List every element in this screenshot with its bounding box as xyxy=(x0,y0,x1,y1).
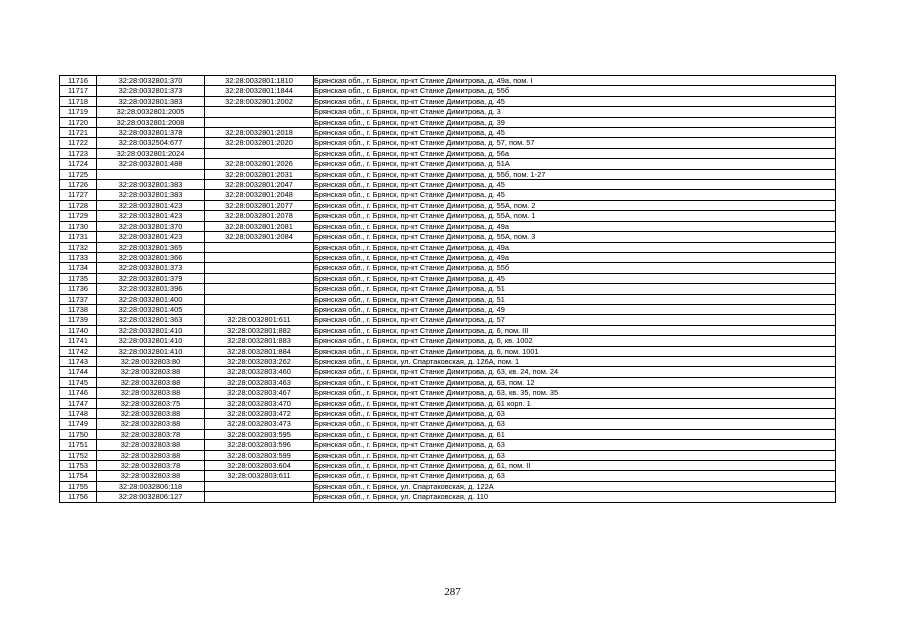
land-cadastral-number-cell: 32:28:0032801:365 xyxy=(97,242,205,252)
object-cadastral-number-cell xyxy=(205,252,314,262)
row-number-cell: 11718 xyxy=(60,96,97,106)
land-cadastral-number-cell: 32:28:0032801:410 xyxy=(97,346,205,356)
object-cadastral-number-cell: 32:28:0032803:467 xyxy=(205,388,314,398)
object-cadastral-number-cell: 32:28:0032801:882 xyxy=(205,325,314,335)
row-number-cell: 11727 xyxy=(60,190,97,200)
table-row xyxy=(60,315,836,325)
row-number-cell: 11725 xyxy=(60,169,97,179)
land-cadastral-number-cell: 32:28:0032801:383 xyxy=(97,190,205,200)
object-cadastral-number-cell: 32:28:0032801:2018 xyxy=(205,128,314,138)
object-cadastral-number-cell xyxy=(205,492,314,502)
object-cadastral-number-cell: 32:28:0032801:2078 xyxy=(205,211,314,221)
row-number-cell: 11745 xyxy=(60,377,97,387)
land-cadastral-number-cell: 32:28:0032801:410 xyxy=(97,325,205,335)
row-number-cell: 11737 xyxy=(60,294,97,304)
table-row xyxy=(60,294,836,304)
land-cadastral-number-cell: 32:28:0032806:127 xyxy=(97,492,205,502)
land-cadastral-number-cell: 32:28:0032803:88 xyxy=(97,388,205,398)
object-cadastral-number-cell: 32:28:0032801:1810 xyxy=(205,76,314,86)
table-row xyxy=(60,367,836,377)
row-number-cell: 11728 xyxy=(60,200,97,210)
land-cadastral-number-cell: 32:28:0032801:370 xyxy=(97,76,205,86)
land-cadastral-number-cell: 32:28:0032803:80 xyxy=(97,356,205,366)
row-number-cell: 11750 xyxy=(60,429,97,439)
land-cadastral-number-cell: 32:28:0032801:383 xyxy=(97,96,205,106)
land-cadastral-number-cell: 32:28:0032801:396 xyxy=(97,284,205,294)
row-number-cell: 11749 xyxy=(60,419,97,429)
row-number-cell: 11753 xyxy=(60,461,97,471)
land-cadastral-number-cell: 32:28:0032801:379 xyxy=(97,273,205,283)
row-number-cell: 11731 xyxy=(60,232,97,242)
address-cell: Брянская обл., г. Брянск, пр-кт Станке Димитрова, д. 63 xyxy=(314,471,836,481)
table-row xyxy=(60,96,836,106)
object-cadastral-number-cell: 32:28:0032803:463 xyxy=(205,377,314,387)
object-cadastral-number-cell xyxy=(205,304,314,314)
land-cadastral-number-cell: 32:28:0032801:2024 xyxy=(97,148,205,158)
row-number-cell: 11741 xyxy=(60,336,97,346)
row-number-cell: 11740 xyxy=(60,325,97,335)
table-row xyxy=(60,273,836,283)
land-cadastral-number-cell: 32:28:0032801:400 xyxy=(97,294,205,304)
object-cadastral-number-cell: 32:28:0032801:2031 xyxy=(205,169,314,179)
land-cadastral-number-cell: 32:28:0032803:88 xyxy=(97,440,205,450)
table-row xyxy=(60,252,836,262)
object-cadastral-number-cell: 32:28:0032801:2048 xyxy=(205,190,314,200)
table-row xyxy=(60,242,836,252)
row-number-cell: 11755 xyxy=(60,481,97,491)
table-row xyxy=(60,138,836,148)
address-cell: Брянская обл., г. Брянск, пр-кт Станке Димитрова, д. 57 xyxy=(314,315,836,325)
object-cadastral-number-cell xyxy=(205,263,314,273)
address-cell: Брянская обл., г. Брянск, пр-кт Станке Димитрова, д. 49а, пом. I xyxy=(314,76,836,86)
land-cadastral-number-cell: 32:28:0032801:2008 xyxy=(97,117,205,127)
table-row xyxy=(60,86,836,96)
table-row xyxy=(60,128,836,138)
address-cell: Брянская обл., г. Брянск, ул. Спартаковская, д. 122А xyxy=(314,481,836,491)
address-cell: Брянская обл., г. Брянск, пр-кт Станке Димитрова, д. 45 xyxy=(314,180,836,190)
table-row xyxy=(60,263,836,273)
table-row xyxy=(60,325,836,335)
address-cell: Брянская обл., г. Брянск, пр-кт Станке Димитрова, д. 63, кв. 35, пом. 35 xyxy=(314,388,836,398)
table-row xyxy=(60,76,836,86)
address-cell: Брянская обл., г. Брянск, пр-кт Станке Димитрова, д. 51А xyxy=(314,159,836,169)
land-cadastral-number-cell: 32:28:0032803:88 xyxy=(97,409,205,419)
address-cell: Брянская обл., г. Брянск, пр-кт Станке Димитрова, д. 63 xyxy=(314,450,836,460)
table-body xyxy=(60,76,836,503)
row-number-cell: 11734 xyxy=(60,263,97,273)
row-number-cell: 11726 xyxy=(60,180,97,190)
row-number-cell: 11739 xyxy=(60,315,97,325)
object-cadastral-number-cell: 32:28:0032801:2020 xyxy=(205,138,314,148)
object-cadastral-number-cell: 32:28:0032801:2077 xyxy=(205,200,314,210)
land-cadastral-number-cell: 32:28:0032803:88 xyxy=(97,377,205,387)
object-cadastral-number-cell: 32:28:0032803:460 xyxy=(205,367,314,377)
land-cadastral-number-cell xyxy=(97,169,205,179)
row-number-cell: 11719 xyxy=(60,107,97,117)
land-cadastral-number-cell: 32:28:0032801:2005 xyxy=(97,107,205,117)
table-row xyxy=(60,148,836,158)
address-cell: Брянская обл., г. Брянск, пр-кт Станке Димитрова, д. 63 xyxy=(314,409,836,419)
address-cell: Брянская обл., г. Брянск, пр-кт Станке Димитрова, д. 3 xyxy=(314,107,836,117)
row-number-cell: 11743 xyxy=(60,356,97,366)
object-cadastral-number-cell: 32:28:0032803:470 xyxy=(205,398,314,408)
table-row xyxy=(60,346,836,356)
land-cadastral-number-cell: 32:28:0032801:488 xyxy=(97,159,205,169)
table-row xyxy=(60,232,836,242)
land-cadastral-number-cell: 32:28:0032801:423 xyxy=(97,200,205,210)
row-number-cell: 11722 xyxy=(60,138,97,148)
object-cadastral-number-cell xyxy=(205,148,314,158)
row-number-cell: 11735 xyxy=(60,273,97,283)
table-row xyxy=(60,356,836,366)
row-number-cell: 11747 xyxy=(60,398,97,408)
object-cadastral-number-cell: 32:28:0032803:596 xyxy=(205,440,314,450)
table-row xyxy=(60,461,836,471)
row-number-cell: 11716 xyxy=(60,76,97,86)
row-number-cell: 11717 xyxy=(60,86,97,96)
object-cadastral-number-cell: 32:28:0032803:473 xyxy=(205,419,314,429)
table-row xyxy=(60,471,836,481)
object-cadastral-number-cell xyxy=(205,481,314,491)
address-cell: Брянская обл., г. Брянск, пр-кт Станке Димитрова, д. 51 xyxy=(314,284,836,294)
object-cadastral-number-cell: 32:28:0032801:1844 xyxy=(205,86,314,96)
table-row xyxy=(60,200,836,210)
land-cadastral-number-cell: 32:28:0032803:88 xyxy=(97,471,205,481)
table-row xyxy=(60,429,836,439)
object-cadastral-number-cell: 32:28:0032803:604 xyxy=(205,461,314,471)
row-number-cell: 11730 xyxy=(60,221,97,231)
address-cell: Брянская обл., г. Брянск, пр-кт Станке Димитрова, д. 51 xyxy=(314,294,836,304)
row-number-cell: 11751 xyxy=(60,440,97,450)
table-row xyxy=(60,419,836,429)
row-number-cell: 11723 xyxy=(60,148,97,158)
address-cell: Брянская обл., г. Брянск, пр-кт Станке Димитрова, д. 63, кв. 24, пом. 24 xyxy=(314,367,836,377)
table-row xyxy=(60,409,836,419)
table-row xyxy=(60,450,836,460)
table-row xyxy=(60,221,836,231)
object-cadastral-number-cell: 32:28:0032803:611 xyxy=(205,471,314,481)
row-number-cell: 11732 xyxy=(60,242,97,252)
object-cadastral-number-cell xyxy=(205,284,314,294)
address-cell: Брянская обл., г. Брянск, пр-кт Станке Димитрова, д. 55б xyxy=(314,86,836,96)
row-number-cell: 11754 xyxy=(60,471,97,481)
object-cadastral-number-cell xyxy=(205,242,314,252)
object-cadastral-number-cell: 32:28:0032803:595 xyxy=(205,429,314,439)
address-cell: Брянская обл., г. Брянск, пр-кт Станке Димитрова, д. 6, пом. 1001 xyxy=(314,346,836,356)
table-row xyxy=(60,492,836,502)
address-cell: Брянская обл., г. Брянск, пр-кт Станке Димитрова, д. 61 корп. 1 xyxy=(314,398,836,408)
address-cell: Брянская обл., г. Брянск, ул. Спартаковская, д. 110 xyxy=(314,492,836,502)
address-cell: Брянская обл., г. Брянск, пр-кт Станке Димитрова, д. 56а xyxy=(314,148,836,158)
row-number-cell: 11733 xyxy=(60,252,97,262)
land-cadastral-number-cell: 32:28:0032801:378 xyxy=(97,128,205,138)
table-row xyxy=(60,159,836,169)
object-cadastral-number-cell: 32:28:0032803:599 xyxy=(205,450,314,460)
row-number-cell: 11729 xyxy=(60,211,97,221)
land-cadastral-number-cell: 32:28:0032801:410 xyxy=(97,336,205,346)
table-row xyxy=(60,481,836,491)
object-cadastral-number-cell xyxy=(205,107,314,117)
table-row xyxy=(60,211,836,221)
address-cell: Брянская обл., г. Брянск, пр-кт Станке Димитрова, д. 55б, пом. 1-27 xyxy=(314,169,836,179)
address-cell: Брянская обл., г. Брянск, пр-кт Станке Димитрова, д. 39 xyxy=(314,117,836,127)
cadastral-table xyxy=(59,75,836,503)
object-cadastral-number-cell: 32:28:0032801:2084 xyxy=(205,232,314,242)
land-cadastral-number-cell: 32:28:0032803:88 xyxy=(97,419,205,429)
address-cell: Брянская обл., г. Брянск, пр-кт Станке Димитрова, д. 49 xyxy=(314,304,836,314)
table-row xyxy=(60,304,836,314)
row-number-cell: 11752 xyxy=(60,450,97,460)
address-cell: Брянская обл., г. Брянск, пр-кт Станке Димитрова, д. 6, пом. III xyxy=(314,325,836,335)
row-number-cell: 11756 xyxy=(60,492,97,502)
address-cell: Брянская обл., г. Брянск, пр-кт Станке Димитрова, д. 6, кв. 1002 xyxy=(314,336,836,346)
row-number-cell: 11736 xyxy=(60,284,97,294)
row-number-cell: 11742 xyxy=(60,346,97,356)
object-cadastral-number-cell: 32:28:0032801:611 xyxy=(205,315,314,325)
land-cadastral-number-cell: 32:28:0032803:78 xyxy=(97,429,205,439)
address-cell: Брянская обл., г. Брянск, пр-кт Станке Димитрова, д. 55А, пом. 2 xyxy=(314,200,836,210)
object-cadastral-number-cell: 32:28:0032801:2047 xyxy=(205,180,314,190)
row-number-cell: 11720 xyxy=(60,117,97,127)
object-cadastral-number-cell: 32:28:0032801:883 xyxy=(205,336,314,346)
address-cell: Брянская обл., г. Брянск, пр-кт Станке Димитрова, д. 63 xyxy=(314,419,836,429)
address-cell: Брянская обл., г. Брянск, пр-кт Станке Димитрова, д. 45 xyxy=(314,96,836,106)
address-cell: Брянская обл., г. Брянск, пр-кт Станке Димитрова, д. 55А, пом. 1 xyxy=(314,211,836,221)
land-cadastral-number-cell: 32:28:0032803:88 xyxy=(97,450,205,460)
object-cadastral-number-cell: 32:28:0032801:2081 xyxy=(205,221,314,231)
table-row xyxy=(60,440,836,450)
address-cell: Брянская обл., г. Брянск, пр-кт Станке Димитрова, д. 61, пом. II xyxy=(314,461,836,471)
page-number: 287 xyxy=(444,586,461,598)
table-row xyxy=(60,107,836,117)
address-cell: Брянская обл., г. Брянск, пр-кт Станке Димитрова, д. 63, пом. 12 xyxy=(314,377,836,387)
address-cell: Брянская обл., г. Брянск, пр-кт Станке Димитрова, д. 45 xyxy=(314,190,836,200)
address-cell: Брянская обл., г. Брянск, пр-кт Станке Димитрова, д. 55б xyxy=(314,263,836,273)
object-cadastral-number-cell xyxy=(205,294,314,304)
address-cell: Брянская обл., г. Брянск, пр-кт Станке Димитрова, д. 55А, пом. 3 xyxy=(314,232,836,242)
object-cadastral-number-cell: 32:28:0032803:262 xyxy=(205,356,314,366)
land-cadastral-number-cell: 32:28:0032801:373 xyxy=(97,263,205,273)
address-cell: Брянская обл., г. Брянск, пр-кт Станке Димитрова, д. 49а xyxy=(314,221,836,231)
address-cell: Брянская обл., г. Брянск, пр-кт Станке Димитрова, д. 45 xyxy=(314,273,836,283)
object-cadastral-number-cell: 32:28:0032803:472 xyxy=(205,409,314,419)
land-cadastral-number-cell: 32:28:0032801:423 xyxy=(97,211,205,221)
table-row xyxy=(60,377,836,387)
object-cadastral-number-cell: 32:28:0032801:2002 xyxy=(205,96,314,106)
land-cadastral-number-cell: 32:28:0032801:383 xyxy=(97,180,205,190)
address-cell: Брянская обл., г. Брянск, ул. Спартаковская, д. 126А, пом. 1 xyxy=(314,356,836,366)
address-cell: Брянская обл., г. Брянск, пр-кт Станке Димитрова, д. 63 xyxy=(314,440,836,450)
row-number-cell: 11748 xyxy=(60,409,97,419)
land-cadastral-number-cell: 32:28:0032801:370 xyxy=(97,221,205,231)
table-row xyxy=(60,398,836,408)
land-cadastral-number-cell: 32:28:0032801:363 xyxy=(97,315,205,325)
address-cell: Брянская обл., г. Брянск, пр-кт Станке Димитрова, д. 49а xyxy=(314,242,836,252)
address-cell: Брянская обл., г. Брянск, пр-кт Станке Димитрова, д. 45 xyxy=(314,128,836,138)
address-cell: Брянская обл., г. Брянск, пр-кт Станке Димитрова, д. 57, пом. 57 xyxy=(314,138,836,148)
row-number-cell: 11721 xyxy=(60,128,97,138)
table-row xyxy=(60,336,836,346)
row-number-cell: 11724 xyxy=(60,159,97,169)
table-row xyxy=(60,190,836,200)
row-number-cell: 11746 xyxy=(60,388,97,398)
table-row xyxy=(60,388,836,398)
table-row xyxy=(60,117,836,127)
object-cadastral-number-cell: 32:28:0032801:2026 xyxy=(205,159,314,169)
address-cell: Брянская обл., г. Брянск, пр-кт Станке Димитрова, д. 49а xyxy=(314,252,836,262)
land-cadastral-number-cell: 32:28:0032801:423 xyxy=(97,232,205,242)
object-cadastral-number-cell: 32:28:0032801:884 xyxy=(205,346,314,356)
land-cadastral-number-cell: 32:28:0032801:366 xyxy=(97,252,205,262)
row-number-cell: 11744 xyxy=(60,367,97,377)
object-cadastral-number-cell xyxy=(205,117,314,127)
land-cadastral-number-cell: 32:28:0032803:78 xyxy=(97,461,205,471)
table-row xyxy=(60,284,836,294)
land-cadastral-number-cell: 32:28:0032801:373 xyxy=(97,86,205,96)
land-cadastral-number-cell: 32:28:0032801:405 xyxy=(97,304,205,314)
address-cell: Брянская обл., г. Брянск, пр-кт Станке Димитрова, д. 61 xyxy=(314,429,836,439)
land-cadastral-number-cell: 32:28:0032806:118 xyxy=(97,481,205,491)
land-cadastral-number-cell: 32:28:0032803:88 xyxy=(97,367,205,377)
table-row xyxy=(60,180,836,190)
land-cadastral-number-cell: 32:28:0032504:677 xyxy=(97,138,205,148)
table-row xyxy=(60,169,836,179)
land-cadastral-number-cell: 32:28:0032803:75 xyxy=(97,398,205,408)
row-number-cell: 11738 xyxy=(60,304,97,314)
object-cadastral-number-cell xyxy=(205,273,314,283)
